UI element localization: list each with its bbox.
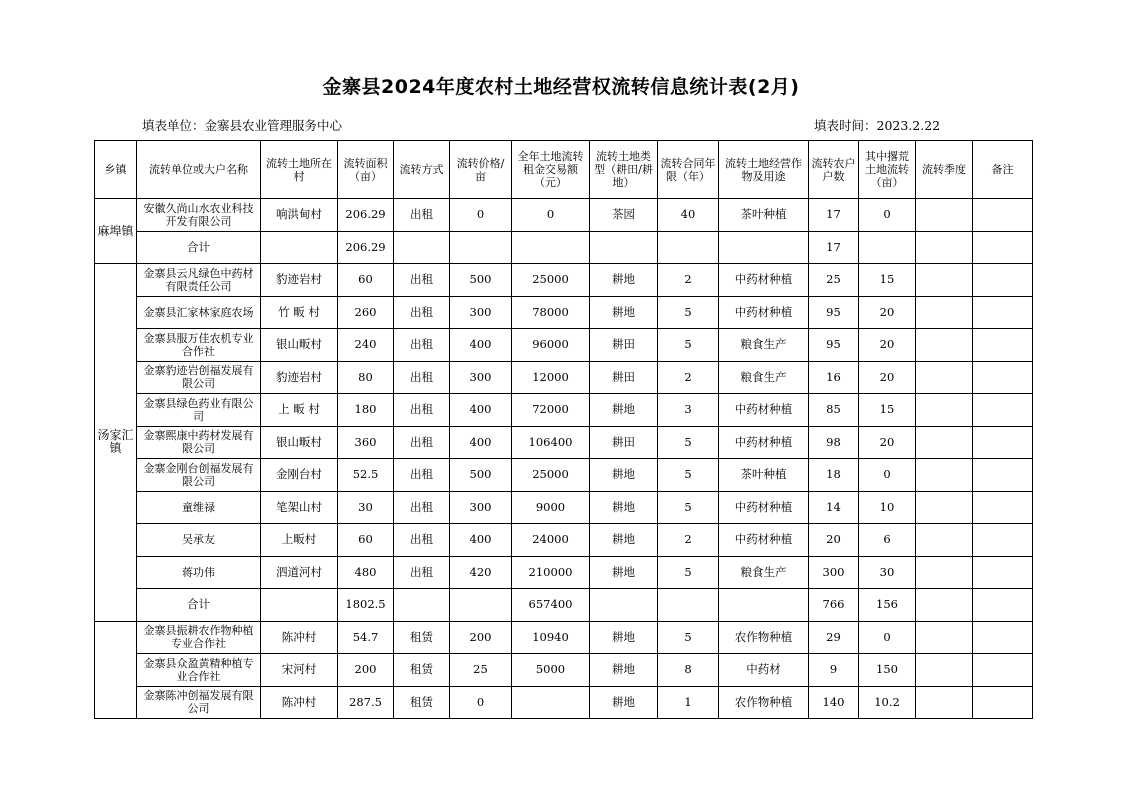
years-cell: 1 [658, 686, 719, 719]
filing-unit: 填表单位：金寨县农业管理服务中心 [142, 118, 343, 133]
rent-cell: 72000 [512, 394, 590, 427]
note-cell [973, 491, 1033, 524]
page-title: 金寨县2024年度农村土地经营权流转信息统计表(2月) [322, 76, 800, 98]
mode-cell: 出租 [394, 459, 450, 492]
abandoned-cell: 20 [859, 426, 916, 459]
households-cell: 140 [809, 686, 859, 719]
households-cell: 9 [809, 654, 859, 687]
col-header: 流转面积（亩） [338, 141, 394, 199]
use-cell: 中药材 [719, 654, 809, 687]
col-header: 全年土地流转租金交易额（元） [512, 141, 590, 199]
empty-cell [590, 231, 658, 264]
village-cell: 银山畈村 [261, 329, 338, 362]
years-cell: 5 [658, 556, 719, 589]
years-cell: 5 [658, 426, 719, 459]
price-cell: 400 [450, 329, 512, 362]
area-cell: 287.5 [338, 686, 394, 719]
years-cell: 2 [658, 264, 719, 297]
abandoned-cell: 10 [859, 491, 916, 524]
area-cell: 180 [338, 394, 394, 427]
total-unit-cell: 合计 [137, 231, 261, 264]
mode-cell: 出租 [394, 491, 450, 524]
empty-cell [658, 589, 719, 622]
years-cell: 5 [658, 296, 719, 329]
season-cell [916, 329, 973, 362]
note-cell [973, 459, 1033, 492]
empty-cell [261, 231, 338, 264]
years-cell: 3 [658, 394, 719, 427]
season-cell [916, 199, 973, 232]
rent-cell [512, 686, 590, 719]
abandoned-cell: 30 [859, 556, 916, 589]
table-row [95, 329, 1033, 362]
type-cell: 耕地 [590, 621, 658, 654]
note-cell [973, 199, 1033, 232]
season-cell [916, 264, 973, 297]
season-cell [916, 654, 973, 687]
area-cell: 60 [338, 264, 394, 297]
col-header: 流转土地类型（耕田/耕地） [590, 141, 658, 199]
table-row [95, 361, 1033, 394]
price-cell: 420 [450, 556, 512, 589]
price-cell: 400 [450, 524, 512, 557]
col-header: 流转土地所在村 [261, 141, 338, 199]
town-cell: 汤家汇镇 [95, 264, 137, 622]
filing-date: 填表时间：2023.2.22 [814, 118, 941, 133]
col-header: 流转农户户数 [809, 141, 859, 199]
table-row [95, 199, 1033, 232]
village-cell: 笔架山村 [261, 491, 338, 524]
area-cell: 206.29 [338, 199, 394, 232]
note-cell [973, 556, 1033, 589]
unit-cell: 金寨县振耕农作物种植专业合作社 [137, 621, 261, 654]
col-header: 备注 [973, 141, 1033, 199]
mode-cell: 租赁 [394, 654, 450, 687]
season-cell [916, 556, 973, 589]
rent-cell: 12000 [512, 361, 590, 394]
mode-cell: 出租 [394, 264, 450, 297]
area-cell: 30 [338, 491, 394, 524]
table-row [95, 426, 1033, 459]
unit-cell: 蒋功伟 [137, 556, 261, 589]
years-cell: 5 [658, 491, 719, 524]
price-cell: 200 [450, 621, 512, 654]
abandoned-cell: 20 [859, 296, 916, 329]
area-cell: 360 [338, 426, 394, 459]
years-cell: 2 [658, 524, 719, 557]
area-cell: 52.5 [338, 459, 394, 492]
season-cell [916, 524, 973, 557]
type-cell: 耕地 [590, 491, 658, 524]
rent-cell: 78000 [512, 296, 590, 329]
households-cell: 17 [809, 199, 859, 232]
total-abandoned-cell: 156 [859, 589, 916, 622]
village-cell: 响洪甸村 [261, 199, 338, 232]
village-cell: 上畈村 [261, 524, 338, 557]
households-cell: 95 [809, 296, 859, 329]
abandoned-cell: 15 [859, 394, 916, 427]
price-cell: 500 [450, 264, 512, 297]
years-cell: 40 [658, 199, 719, 232]
type-cell: 耕地 [590, 556, 658, 589]
use-cell: 农作物种植 [719, 621, 809, 654]
type-cell: 耕田 [590, 426, 658, 459]
empty-cell [973, 589, 1033, 622]
table-row [95, 264, 1033, 297]
years-cell: 5 [658, 621, 719, 654]
total-area-cell: 206.29 [338, 231, 394, 264]
col-header: 乡镇 [95, 141, 137, 199]
rent-cell: 106400 [512, 426, 590, 459]
mode-cell: 出租 [394, 426, 450, 459]
village-cell: 银山畈村 [261, 426, 338, 459]
type-cell: 耕地 [590, 296, 658, 329]
use-cell: 茶叶种植 [719, 459, 809, 492]
mode-cell: 出租 [394, 394, 450, 427]
total-households-cell: 17 [809, 231, 859, 264]
note-cell [973, 524, 1033, 557]
area-cell: 80 [338, 361, 394, 394]
area-cell: 260 [338, 296, 394, 329]
village-cell: 豹迹岩村 [261, 361, 338, 394]
col-header: 流转单位或大户名称 [137, 141, 261, 199]
mode-cell: 出租 [394, 556, 450, 589]
table-row [95, 524, 1033, 557]
households-cell: 14 [809, 491, 859, 524]
season-cell [916, 296, 973, 329]
households-cell: 300 [809, 556, 859, 589]
type-cell: 茶园 [590, 199, 658, 232]
mode-cell: 租赁 [394, 621, 450, 654]
note-cell [973, 264, 1033, 297]
unit-cell: 金寨县众盈黄精种植专业合作社 [137, 654, 261, 687]
col-header: 流转土地经营作物及用途 [719, 141, 809, 199]
col-header: 流转合同年限（年） [658, 141, 719, 199]
mode-cell: 出租 [394, 361, 450, 394]
note-cell [973, 654, 1033, 687]
rent-cell: 5000 [512, 654, 590, 687]
rent-cell: 25000 [512, 459, 590, 492]
abandoned-cell: 0 [859, 199, 916, 232]
total-unit-cell: 合计 [137, 589, 261, 622]
households-cell: 18 [809, 459, 859, 492]
use-cell: 茶叶种植 [719, 199, 809, 232]
area-cell: 54.7 [338, 621, 394, 654]
use-cell: 粮食生产 [719, 329, 809, 362]
table-row [95, 654, 1033, 687]
col-header: 其中撂荒土地流转（亩） [859, 141, 916, 199]
season-cell [916, 394, 973, 427]
rent-cell: 96000 [512, 329, 590, 362]
unit-cell: 金寨熙康中药材发展有限公司 [137, 426, 261, 459]
area-cell: 240 [338, 329, 394, 362]
years-cell: 5 [658, 459, 719, 492]
unit-cell: 金寨县绿色药业有限公司 [137, 394, 261, 427]
use-cell: 粮食生产 [719, 361, 809, 394]
season-cell [916, 621, 973, 654]
households-cell: 20 [809, 524, 859, 557]
households-cell: 85 [809, 394, 859, 427]
empty-cell [916, 231, 973, 264]
season-cell [916, 361, 973, 394]
season-cell [916, 426, 973, 459]
note-cell [973, 329, 1033, 362]
abandoned-cell: 15 [859, 264, 916, 297]
note-cell [973, 361, 1033, 394]
rent-cell: 210000 [512, 556, 590, 589]
price-cell: 0 [450, 686, 512, 719]
table-row [95, 491, 1033, 524]
type-cell: 耕地 [590, 654, 658, 687]
price-cell: 300 [450, 361, 512, 394]
households-cell: 16 [809, 361, 859, 394]
town-cell: 麻埠镇 [95, 199, 137, 264]
abandoned-cell: 0 [859, 621, 916, 654]
empty-cell [450, 589, 512, 622]
type-cell: 耕地 [590, 459, 658, 492]
unit-cell: 金寨县汇家林家庭农场 [137, 296, 261, 329]
unit-cell: 金寨豹迹岩创福发展有限公司 [137, 361, 261, 394]
rent-cell: 24000 [512, 524, 590, 557]
type-cell: 耕地 [590, 686, 658, 719]
area-cell: 480 [338, 556, 394, 589]
empty-cell [590, 589, 658, 622]
type-cell: 耕田 [590, 329, 658, 362]
unit-cell: 金寨陈冲创福发展有限公司 [137, 686, 261, 719]
years-cell: 5 [658, 329, 719, 362]
use-cell: 粮食生产 [719, 556, 809, 589]
village-cell: 上 畈 村 [261, 394, 338, 427]
abandoned-cell: 0 [859, 459, 916, 492]
price-cell: 300 [450, 491, 512, 524]
price-cell: 400 [450, 426, 512, 459]
village-cell: 泗道河村 [261, 556, 338, 589]
note-cell [973, 296, 1033, 329]
village-cell: 金刚台村 [261, 459, 338, 492]
use-cell: 农作物种植 [719, 686, 809, 719]
years-cell: 2 [658, 361, 719, 394]
unit-cell: 吴承友 [137, 524, 261, 557]
price-cell: 0 [450, 199, 512, 232]
col-header: 流转方式 [394, 141, 450, 199]
use-cell: 中药材种植 [719, 491, 809, 524]
empty-cell [450, 231, 512, 264]
note-cell [973, 394, 1033, 427]
col-header: 流转价格/亩 [450, 141, 512, 199]
village-cell: 陈冲村 [261, 621, 338, 654]
price-cell: 25 [450, 654, 512, 687]
total-row [95, 589, 1033, 622]
use-cell: 中药材种植 [719, 296, 809, 329]
col-header: 流转季度 [916, 141, 973, 199]
type-cell: 耕田 [590, 361, 658, 394]
rent-cell: 10940 [512, 621, 590, 654]
use-cell: 中药材种植 [719, 264, 809, 297]
empty-cell [394, 231, 450, 264]
mode-cell: 租赁 [394, 686, 450, 719]
total-area-cell: 1802.5 [338, 589, 394, 622]
type-cell: 耕地 [590, 394, 658, 427]
abandoned-cell: 20 [859, 361, 916, 394]
area-cell: 200 [338, 654, 394, 687]
abandoned-cell: 150 [859, 654, 916, 687]
village-cell: 豹迹岩村 [261, 264, 338, 297]
total-abandoned-cell [859, 231, 916, 264]
total-rent-cell: 657400 [512, 589, 590, 622]
unit-cell: 金寨金刚台创福发展有限公司 [137, 459, 261, 492]
type-cell: 耕地 [590, 524, 658, 557]
mode-cell: 出租 [394, 296, 450, 329]
land-transfer-table [94, 140, 1033, 719]
season-cell [916, 459, 973, 492]
rent-cell: 0 [512, 199, 590, 232]
abandoned-cell: 6 [859, 524, 916, 557]
table-row [95, 459, 1033, 492]
total-row [95, 231, 1033, 264]
town-cell [95, 621, 137, 719]
type-cell: 耕地 [590, 264, 658, 297]
mode-cell: 出租 [394, 199, 450, 232]
season-cell [916, 491, 973, 524]
price-cell: 300 [450, 296, 512, 329]
table-row [95, 621, 1033, 654]
note-cell [973, 686, 1033, 719]
years-cell: 8 [658, 654, 719, 687]
unit-cell: 安徽久尚山水农业科技开发有限公司 [137, 199, 261, 232]
header-row [95, 141, 1033, 199]
empty-cell [916, 589, 973, 622]
empty-cell [261, 589, 338, 622]
rent-cell: 25000 [512, 264, 590, 297]
total-rent-cell [512, 231, 590, 264]
use-cell: 中药材种植 [719, 426, 809, 459]
unit-cell: 金寨县云凡绿色中药材有限责任公司 [137, 264, 261, 297]
empty-cell [719, 589, 809, 622]
unit-cell: 金寨县服万佳农机专业合作社 [137, 329, 261, 362]
table-row [95, 296, 1033, 329]
empty-cell [658, 231, 719, 264]
use-cell: 中药材种植 [719, 394, 809, 427]
empty-cell [719, 231, 809, 264]
price-cell: 500 [450, 459, 512, 492]
unit-cell: 童维禄 [137, 491, 261, 524]
mode-cell: 出租 [394, 329, 450, 362]
village-cell: 陈冲村 [261, 686, 338, 719]
abandoned-cell: 10.2 [859, 686, 916, 719]
area-cell: 60 [338, 524, 394, 557]
village-cell: 竹 畈 村 [261, 296, 338, 329]
households-cell: 95 [809, 329, 859, 362]
season-cell [916, 686, 973, 719]
households-cell: 29 [809, 621, 859, 654]
use-cell: 中药材种植 [719, 524, 809, 557]
total-households-cell: 766 [809, 589, 859, 622]
empty-cell [973, 231, 1033, 264]
table-row [95, 394, 1033, 427]
village-cell: 宋河村 [261, 654, 338, 687]
mode-cell: 出租 [394, 524, 450, 557]
households-cell: 98 [809, 426, 859, 459]
table-row [95, 686, 1033, 719]
rent-cell: 9000 [512, 491, 590, 524]
note-cell [973, 426, 1033, 459]
households-cell: 25 [809, 264, 859, 297]
price-cell: 400 [450, 394, 512, 427]
abandoned-cell: 20 [859, 329, 916, 362]
note-cell [973, 621, 1033, 654]
table-row [95, 556, 1033, 589]
empty-cell [394, 589, 450, 622]
